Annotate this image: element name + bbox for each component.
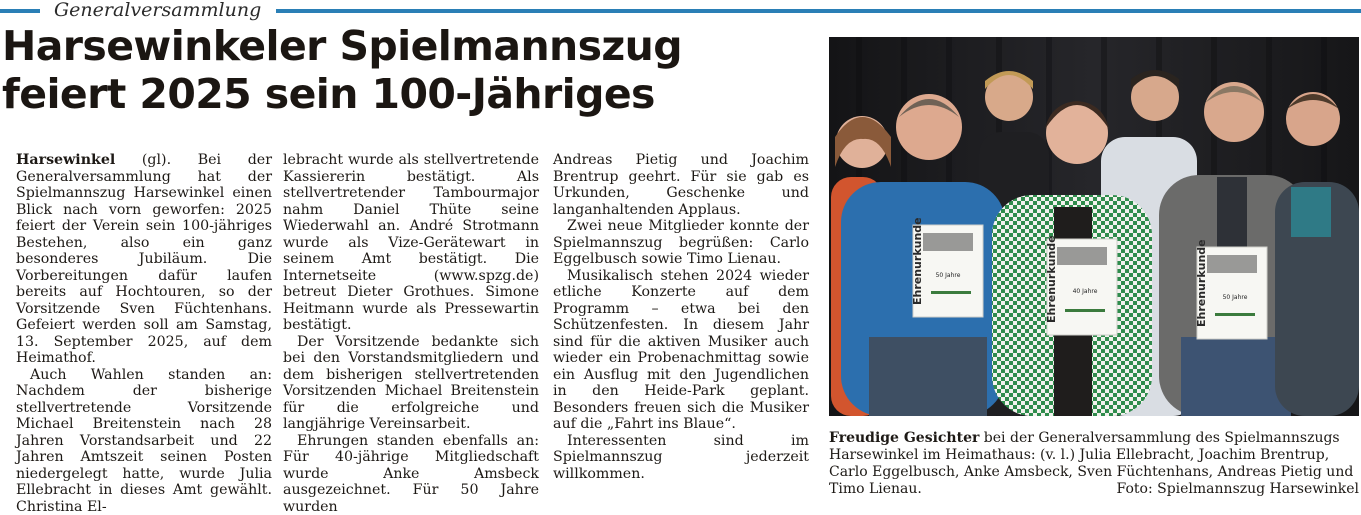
photo-credit: Foto: Spielmannszug Harsewinkel <box>1117 481 1359 498</box>
article-paragraph: Auch Wahlen standen an: Nachdem der bisherige stellvertretende Vorsitzende Michael Breitenstein nach 28 Jahren Vorstandsarbeit und 22 Jahren Amtszeit seinen Posten niedergelegt hatte, wurde Julia Ellebracht in dieses Amt gewählt. Christina El- <box>16 367 272 515</box>
group-photo-illustration <box>829 37 1359 416</box>
section-rubric: Generalversammlung <box>54 0 261 21</box>
headline-line-2: feiert 2025 sein 100-Jähriges <box>2 70 655 118</box>
headline <box>2 22 812 118</box>
photo-caption <box>829 430 1359 498</box>
article-column-1 <box>16 152 272 502</box>
article-paragraph: Ehrungen standen ebenfalls an: Für 40-jährige Mitgliedschaft wurde Anke Amsbeck ausgezeichnet. Für 50 Jahre wurden <box>283 433 539 515</box>
paragraph-text: (gl). Bei der Generalversammlung hat der Spielmannszug Harsewinkel einen Blick nach vorn geworfen: 2025 feiert der Verein sein 100-jähriges Bestehen, also ein ganz besonderes Jubiläum. Die Vorbereitungen dafür laufen bereits auf Hochtouren, so der Vorsitzende Sven Füchtenhans. Gefeiert werden soll am Samstag, 13. September 2025, auf dem Heimathof. <box>16 152 272 366</box>
certificate-title-center: Ehrenurkunde <box>1045 235 1058 323</box>
article-paragraph: Zwei neue Mitglieder konnte der Spielmannszug begrüßen: Carlo Eggelbusch sowie Timo Lienau. <box>553 218 809 268</box>
headline-line-1: Harsewinkeler Spielmannszug <box>2 22 682 70</box>
certificate-title-right: Ehrenurkunde <box>1195 239 1208 327</box>
rubric-rule-left <box>0 9 40 13</box>
article-paragraph: lebracht wurde als stellvertretende Kassiererin bestätigt. Als stellvertretender Tambourmajor nahm Daniel Thüte seine Wiederwahl an. André Strotmann wurde als Vize-Gerätewart in seinem Amt bestätigt. Die Internetseite (www.spzg.de) betreut Dieter Grothues. Simone Heitmann wurde als Pressewartin bestätigt. <box>283 152 539 334</box>
certificate-left <box>911 217 983 317</box>
caption-text: bei der Generalversammlung des Spielmannszugs Harsewinkel im Heimathaus: (v. l.) Julia Ellebracht, Joachim Brentrup, Carlo Eggelbusch, Anke Amsbeck, Sven Füchtenhans, Andreas Pietig und Timo Lienau. <box>829 430 1353 497</box>
article-paragraph: Interessenten sind im Spielmannszug jederzeit willkommen. <box>553 433 809 483</box>
article-paragraph: Andreas Pietig und Joachim Brentrup geehrt. Für sie gab es Urkunden, Geschenke und langanhaltenden Applaus. <box>553 152 809 218</box>
article-column-2 <box>283 152 539 502</box>
article-column-3 <box>553 152 809 502</box>
article-paragraph: Musikalisch stehen 2024 wieder etliche Konzerte auf dem Programm – etwa bei den Schützenfesten. In diesem Jahr sind für die aktiven Musiker auch wieder ein Probenachmittag sowie ein Ausflug mit den Jugendlichen in den Heide-Park geplant. Besonders freuen sich die Musiker auf die „Fahrt ins Blaue“. <box>553 268 809 433</box>
certificate-center <box>1045 235 1117 335</box>
certificate-years-center: 40 Jahre <box>1073 288 1098 295</box>
certificate-years-left: 50 Jahre <box>936 272 961 279</box>
caption-lead: Freudige Gesichter <box>829 430 979 446</box>
certificate-title-left: Ehrenurkunde <box>911 217 924 305</box>
article-paragraph: Der Vorsitzende bedankte sich bei den Vorstandsmitgliedern und dem bisherigen stellvertretenden Vorsitzenden Michael Breitenstein für die erfolgreiche und langjährige Vereinsarbeit. <box>283 334 539 433</box>
certificate-right <box>1195 239 1267 339</box>
certificate-years-right: 50 Jahre <box>1223 294 1248 301</box>
rubric-rule-right <box>276 9 1361 13</box>
dateline: Harsewinkel <box>16 152 115 168</box>
article-paragraph <box>16 152 272 367</box>
group-photo <box>829 37 1359 416</box>
